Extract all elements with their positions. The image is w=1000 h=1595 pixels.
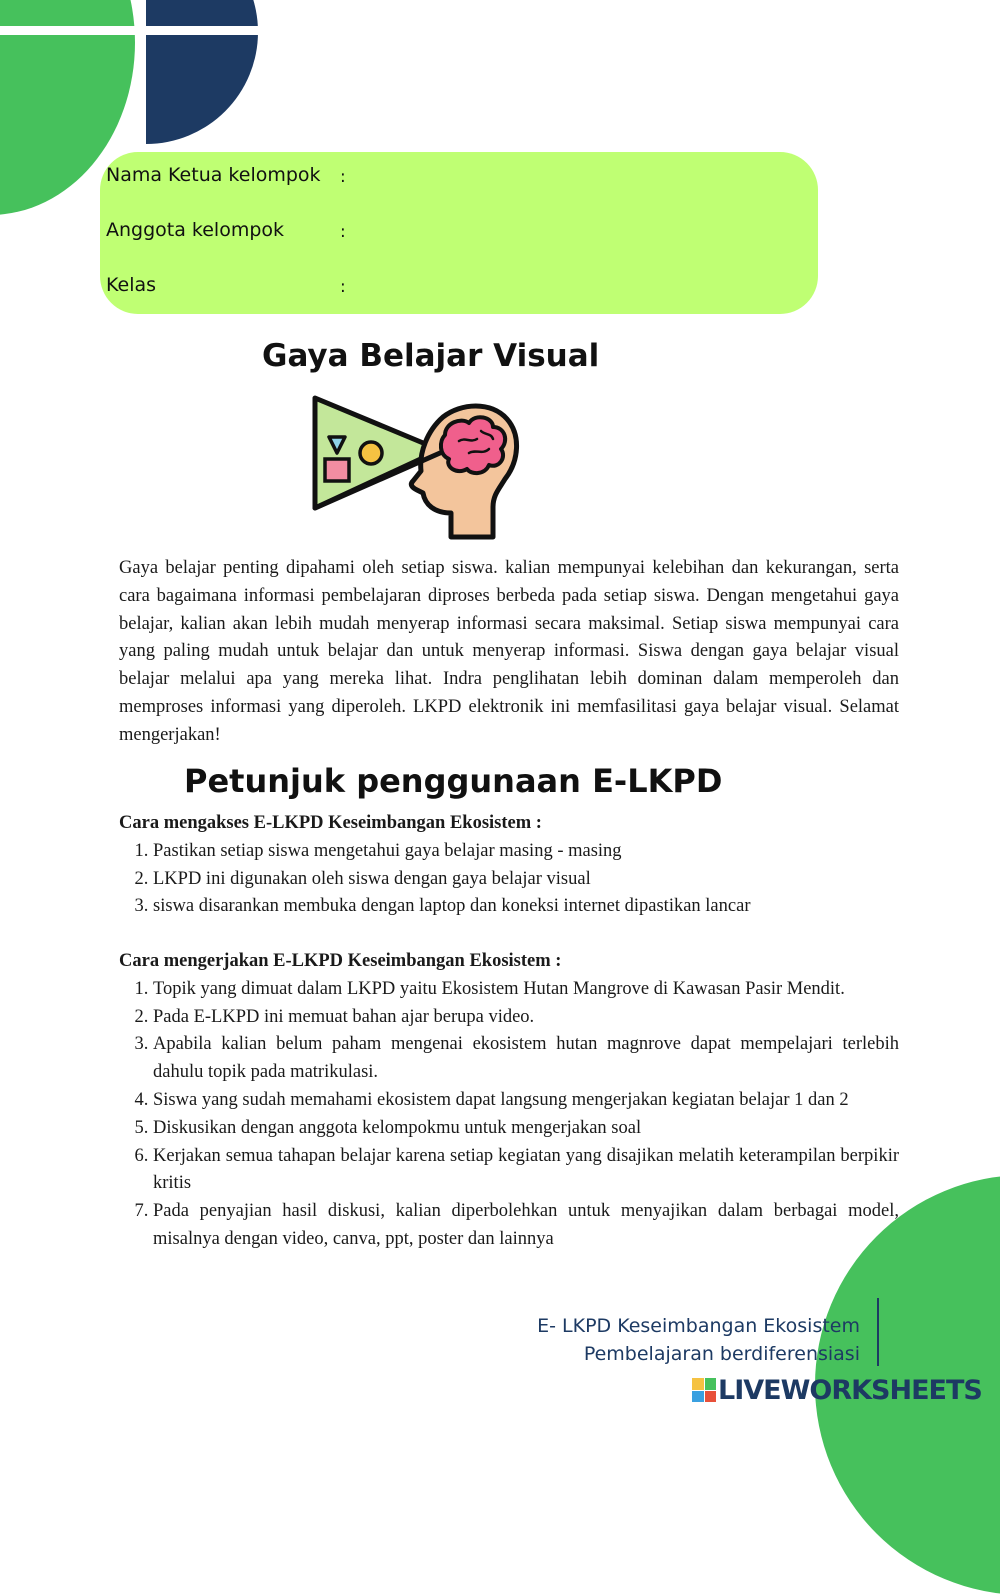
list-item: 1. Topik yang dimuat dalam LKPD yaitu Ekosistem Hutan Mangrove di Kawasan Pasir Mendit. <box>153 976 899 1004</box>
list-item: 7. Pada penyajian hasil diskusi, kalian diperbolehkan untuk menyajikan dalam berbagai model, misalnya dengan video, canva, ppt, poster dan lainnya <box>153 1198 899 1254</box>
field-label-kelas: Kelas <box>106 274 157 296</box>
list-item: 3. Apabila kalian belum paham mengenai ekosistem hutan magnrove dapat mempelajari terlebih dahulu topik pada matrikulasi. <box>153 1031 899 1087</box>
field-colon-anggota: : <box>340 222 346 242</box>
logo-tile <box>692 1391 704 1403</box>
field-label-ketua: Nama Ketua kelompok <box>106 164 321 186</box>
section-title-petunjuk: Petunjuk penggunaan E-LKPD <box>184 762 723 800</box>
liveworksheets-logo-icon <box>692 1378 716 1402</box>
logo-tile <box>705 1391 717 1403</box>
logo-tile <box>692 1378 704 1390</box>
akses-list <box>119 838 899 921</box>
decorative-divider-vertical <box>136 0 146 150</box>
section-heading-mengerjakan: Cara mengerjakan E-LKPD Keseimbangan Ekosistem : <box>119 951 562 971</box>
visual-learning-head-icon <box>305 395 525 545</box>
list-item: 4. Siswa yang sudah memahami ekosistem dapat langsung mengerjakan kegiatan belajar 1 dan 2 <box>153 1087 899 1115</box>
footer-subtitle: Pembelajaran berdiferensiasi <box>583 1343 860 1365</box>
section-akses <box>119 810 899 921</box>
section-mengerjakan <box>119 948 899 1254</box>
page-title-visual: Gaya Belajar Visual <box>262 338 600 374</box>
list-item: 3. siswa disarankan membuka dengan laptop dan koneksi internet dipastikan lancar <box>153 893 899 921</box>
section-heading-akses: Cara mengakses E-LKPD Keseimbangan Ekosistem : <box>119 813 542 833</box>
liveworksheets-brand[interactable] <box>692 1372 992 1408</box>
list-item: 2. Pada E-LKPD ini memuat bahan ajar berupa video. <box>153 1004 899 1032</box>
footer-divider <box>877 1298 879 1366</box>
footer-title: E- LKPD Keseimbangan Ekosistem <box>537 1315 860 1337</box>
field-colon-kelas: : <box>340 277 346 297</box>
list-item: 6. Kerjakan semua tahapan belajar karena setiap kegiatan yang disajikan melatih keterampilan berpikir kritis <box>153 1143 899 1199</box>
list-item: 1. Pastikan setiap siswa mengetahui gaya belajar masing - masing <box>153 838 899 866</box>
logo-tile <box>705 1378 717 1390</box>
list-item: 2. LKPD ini digunakan oleh siswa dengan gaya belajar visual <box>153 866 899 894</box>
list-item: 5. Diskusikan dengan anggota kelompokmu untuk mengerjakan soal <box>153 1115 899 1143</box>
intro-paragraph: Gaya belajar penting dipahami oleh setiap siswa. kalian mempunyai kelebihan dan kekurangan, serta cara bagaimana informasi pembelajaran diproses berbeda pada setiap siswa. Dengan mengetahui gaya belajar, kalian akan lebih mudah menyerap informasi secara maksimal. Setiap siswa mempunyai cara yang paling mudah untuk belajar dan untuk menyerap informasi. Siswa dengan gaya belajar visual belajar melalui apa yang mereka lihat. Indra penglihatan lebih dominan dalam memperoleh dan memproses informasi yang diperoleh. LKPD elektronik ini memfasilitasi gaya belajar visual. Selamat mengerjakan! <box>119 558 899 745</box>
mengerjakan-list <box>119 976 899 1254</box>
decorative-navy-half-circle <box>146 0 258 144</box>
field-label-anggota: Anggota kelompok <box>106 219 285 241</box>
field-colon-ketua: : <box>340 167 346 187</box>
brand-name: LIVEWORKSHEETS <box>718 1374 982 1406</box>
